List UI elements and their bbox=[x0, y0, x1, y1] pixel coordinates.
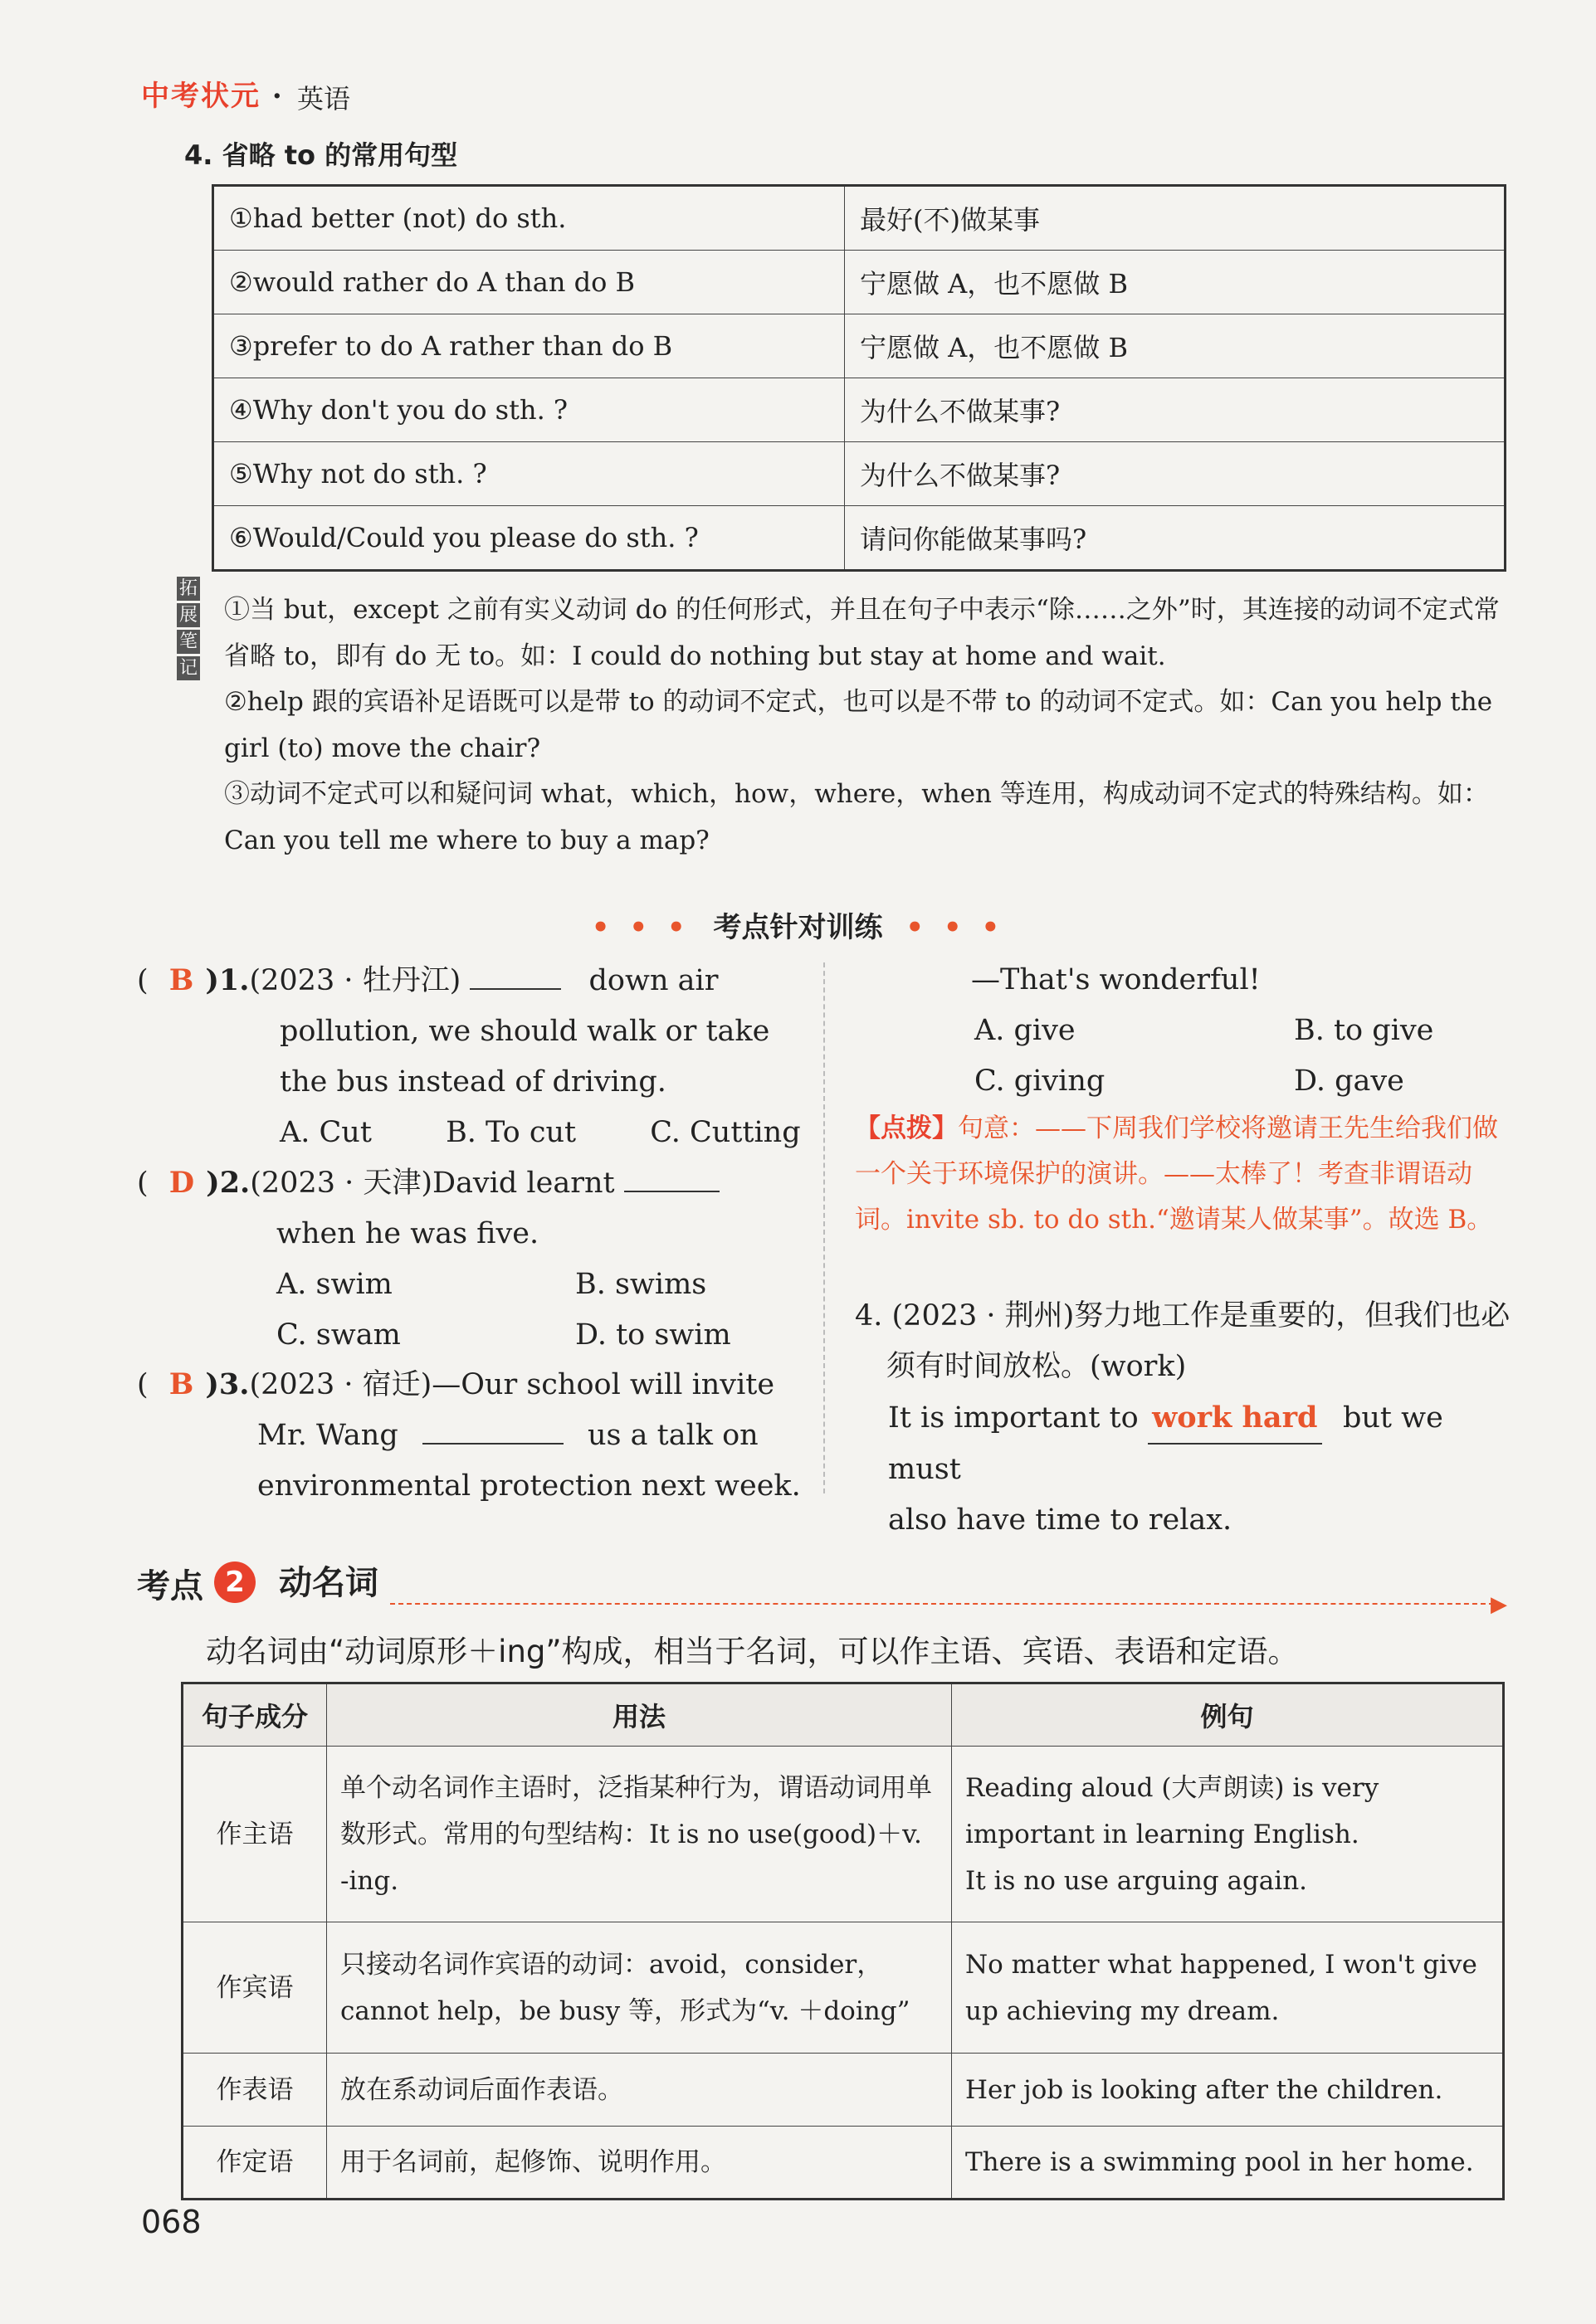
section-2-rule bbox=[390, 1603, 1494, 1605]
phrase-en: ④Why don't you do sth. ? bbox=[213, 378, 845, 442]
table-row bbox=[183, 2127, 1504, 2200]
notes-tag: 拓 展 笔 记 bbox=[177, 577, 200, 683]
question-4: 4. (2023 · 荆州)努力地工作是重要的，但我们也必须有时间放松。(work) It is important to work hard but we must also have time to relax. bbox=[855, 1299, 1511, 1537]
omit-to-table bbox=[212, 184, 1506, 572]
subject-label: 英语 bbox=[297, 83, 351, 114]
table-row bbox=[213, 186, 1506, 251]
section-2-label: 考点 bbox=[137, 1567, 203, 1605]
phrase-zh: 为什么不做某事? bbox=[845, 378, 1506, 442]
cell-role: 作定语 bbox=[183, 2127, 327, 2200]
cell-example: Reading aloud (大声朗读) is very important in learning English. It is no use arguing again. bbox=[952, 1747, 1504, 1922]
table-row bbox=[183, 1747, 1504, 1922]
section-2-title: 动名词 bbox=[279, 1564, 378, 1602]
section-2-intro: 动名词由“动词原形＋ing”构成，相当于名词，可以作主语、宾语、表语和定语。 bbox=[206, 1634, 1299, 1669]
gerund-table bbox=[181, 1682, 1505, 2200]
col-header-role: 句子成分 bbox=[183, 1683, 327, 1747]
cell-usage: 只接动名词作宾语的动词：avoid，consider，cannot help，be busy 等，形式为“v. ＋doing” bbox=[327, 1922, 952, 2054]
note-2: ②help 跟的宾语补足语既可以是带 to 的动词不定式，也可以是不带 to 的动词不定式。如：Can you help the girl (to) move the chair? bbox=[224, 687, 1493, 763]
col-header-example: 例句 bbox=[952, 1683, 1504, 1747]
brand-logo: 中考状元 · bbox=[141, 80, 284, 113]
table-row bbox=[213, 251, 1506, 314]
hint-q3: 【点拨】句意：——下周我们学校将邀请王先生给我们做一个关于环境保护的演讲。——太棒了！考查非谓语动词。invite sb. to do sth.“邀请某人做某事”。故选 B。 bbox=[855, 1113, 1498, 1235]
table-row bbox=[213, 378, 1506, 442]
question-3-continued: —That's wonderful! A. give B. to give C. giving D. gave bbox=[971, 963, 1434, 1098]
question-3: ( B )3.(2023 · 宿迁)—Our school will invite Mr. Wang us a talk on environmental protection next week. bbox=[137, 1367, 801, 1503]
table-row bbox=[213, 442, 1506, 506]
question-1: ( B )1.(2023 · 牡丹江) down air pollution, we should walk or take the bus instead of driving. A. Cut B. To cut C. Cutting bbox=[137, 963, 801, 1149]
phrase-zh: 请问你能做某事吗? bbox=[845, 506, 1506, 571]
cell-example: There is a swimming pool in her home. bbox=[952, 2127, 1504, 2200]
phrase-en: ⑤Why not do sth. ? bbox=[213, 442, 845, 506]
cell-usage: 单个动名词作主语时，泛指某种行为，谓语动词用单数形式。常用的句型结构：It is no use(good)＋v. -ing. bbox=[327, 1747, 952, 1922]
phrase-zh: 最好(不)做某事 bbox=[845, 186, 1506, 251]
phrase-zh: 宁愿做 A，也不愿做 B bbox=[845, 314, 1506, 378]
phrase-en: ⑥Would/Could you please do sth. ? bbox=[213, 506, 845, 571]
cell-example: Her job is looking after the children. bbox=[952, 2054, 1504, 2127]
cell-role: 作宾语 bbox=[183, 1922, 327, 2054]
page-number: 068 bbox=[141, 2204, 202, 2240]
arrow-right-icon: ▶ bbox=[1491, 1592, 1507, 1617]
cell-role: 作表语 bbox=[183, 2054, 327, 2127]
cell-example: No matter what happened, I won't give up achieving my dream. bbox=[952, 1922, 1504, 2054]
phrase-en: ③prefer to do A rather than do B bbox=[213, 314, 845, 378]
cell-role: 作主语 bbox=[183, 1747, 327, 1922]
section-2-number: 2 bbox=[214, 1562, 256, 1603]
note-1: ①当 but，except 之前有实义动词 do 的任何形式，并且在句子中表示“除……之外”时，其连接的动词不定式常省略 to，即有 do 无 to。如：I could do nothing but stay at home and wait. bbox=[224, 595, 1500, 671]
note-3: ③动词不定式可以和疑问词 what，which，how，where，when 等连用，构成动词不定式的特殊结构。如：Can you tell me where to buy a map? bbox=[224, 779, 1489, 855]
phrase-en: ①had better (not) do sth. bbox=[213, 186, 845, 251]
cell-usage: 放在系动词后面作表语。 bbox=[327, 2054, 952, 2127]
question-2: ( D )2.(2023 · 天津)David learnt when he was five. A. swim B. swims C. swam D. to swim bbox=[137, 1166, 731, 1352]
col-header-usage: 用法 bbox=[327, 1683, 952, 1747]
table-row bbox=[183, 1922, 1504, 2054]
practice-title: • • • 考点针对训练 • • • bbox=[591, 911, 1005, 944]
table-row bbox=[183, 2054, 1504, 2127]
cell-usage: 用于名词前，起修饰、说明作用。 bbox=[327, 2127, 952, 2200]
table-row bbox=[213, 506, 1506, 571]
table-row bbox=[213, 314, 1506, 378]
phrase-zh: 为什么不做某事? bbox=[845, 442, 1506, 506]
phrase-en: ②would rather do A than do B bbox=[213, 251, 845, 314]
column-divider bbox=[823, 962, 825, 1493]
section-title: 4. 省略 to 的常用句型 bbox=[184, 139, 458, 171]
phrase-zh: 宁愿做 A，也不愿做 B bbox=[845, 251, 1506, 314]
